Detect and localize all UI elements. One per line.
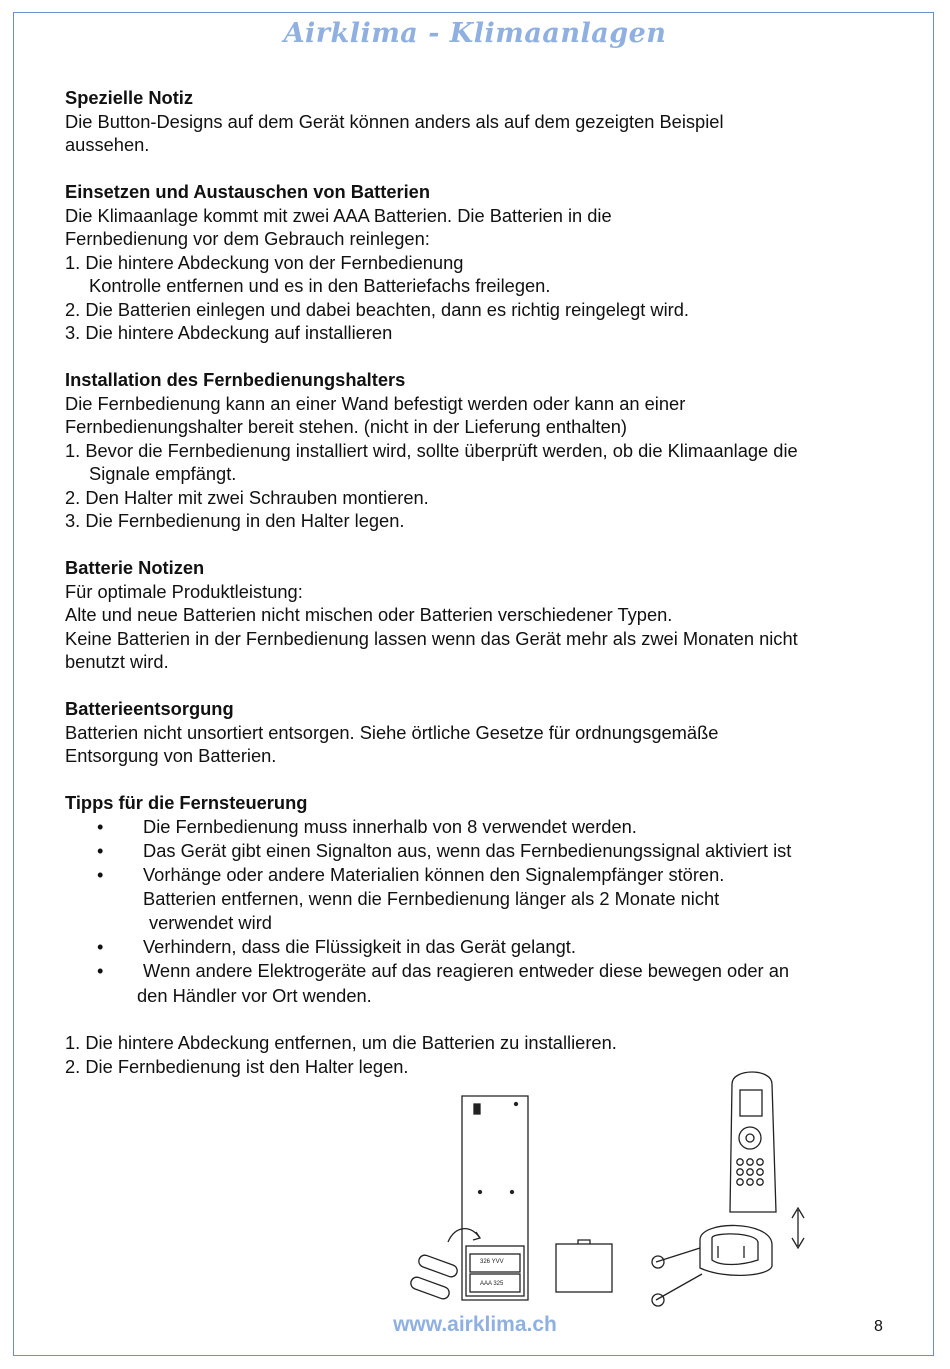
text-line: 2. Die Batterien einlegen und dabei beachten, dann es richtig reingelegt wird. <box>65 298 690 320</box>
text-line: Die Fernbedienung kann an einer Wand befestigt werden oder kann an einer <box>65 392 686 414</box>
list-item: • Die Fernbedienung muss innerhalb von 8 verwendet werden. <box>65 815 895 839</box>
remote-keypad-icon <box>737 1159 763 1185</box>
text-line: benutzt wird. <box>65 651 169 672</box>
text-line: 1. Die hintere Abdeckung von der Fernbedienung <box>65 251 464 273</box>
remote-installation-illustration <box>400 1060 820 1310</box>
bullet-icon: • <box>97 863 104 885</box>
text-line: Fernbedienungshalter bereit stehen. (nicht in der Lieferung enthalten) <box>65 416 628 437</box>
tips-list-continued <box>65 935 895 983</box>
screw-icon <box>656 1248 700 1262</box>
bullet-icon: • <box>97 936 104 958</box>
remote-display-icon <box>740 1090 762 1116</box>
page-header-title: Airklima - Klimaanlagen <box>283 18 667 49</box>
list-item: • Wenn andere Elektrogeräte auf das reagieren entweder diese bewegen oder an <box>65 959 895 983</box>
text-line: 1. Bevor die Fernbedienung installiert wird, sollte überprüft werden, ob die Klimaanlage die <box>65 439 798 461</box>
text-line: Alte und neue Batterien nicht mischen oder Batterien verschiedener Typen. <box>65 604 673 625</box>
heading-tipps: Tipps für die Fernsteuerung <box>65 792 308 813</box>
text-line: Fernbedienung vor dem Gebrauch reinlegen: <box>65 228 430 249</box>
bullet-icon: • <box>97 839 104 861</box>
bullet-icon: • <box>97 815 104 837</box>
text-line: Die Klimaanlage kommt mit zwei AAA Batterien. Die Batterien in die <box>65 204 612 226</box>
text-line: 2. Die Fernbedienung ist den Halter legen. <box>65 1055 409 1077</box>
tips-list <box>65 815 895 888</box>
text-line: Keine Batterien in der Fernbedienung lassen wenn das Gerät mehr als zwei Monaten nicht <box>65 627 798 649</box>
text-line: 3. Die hintere Abdeckung auf installieren <box>65 322 393 343</box>
text-line: aussehen. <box>65 134 150 155</box>
battery-label: 326 YVV <box>480 1259 504 1265</box>
text-line: Batterien entfernen, wenn die Fernbedienung länger als 2 Monate nicht <box>143 888 720 910</box>
text-line: 3. Die Fernbedienung in den Halter legen. <box>65 510 405 531</box>
heading-notiz: Spezielle Notiz <box>65 87 193 108</box>
footer-url: www.airklima.ch <box>393 1313 557 1336</box>
bullet-icon: • <box>97 960 104 982</box>
heading-batterie-notizen: Batterie Notizen <box>65 557 205 578</box>
text-line: 1. Die hintere Abdeckung entfernen, um die Batterien zu installieren. <box>65 1032 617 1054</box>
heading-entsorgung: Batterieentsorgung <box>65 698 234 719</box>
text-line: 2. Den Halter mit zwei Schrauben montieren. <box>65 486 429 508</box>
list-item: • Das Gerät gibt einen Signalton aus, wenn das Fernbedienungssignal aktiviert ist <box>65 839 895 863</box>
heading-batterien: Einsetzen und Austauschen von Batterien <box>65 181 431 202</box>
text-line: Batterien nicht unsortiert entsorgen. Siehe örtliche Gesetze für ordnungsgemäße <box>65 721 719 743</box>
remote-logo-icon <box>474 1104 480 1114</box>
page-number: 8 <box>874 1318 883 1335</box>
list-item: • Vorhänge oder andere Materialien können den Signalempfänger stören. <box>65 863 895 887</box>
text-line: verwendet wird <box>149 912 272 934</box>
text-line: Für optimale Produktleistung: <box>65 580 303 602</box>
document-body <box>65 86 895 1078</box>
remote-dial-icon <box>739 1127 761 1149</box>
text-line: Signale empfängt. <box>89 463 237 484</box>
remote-holder-icon <box>700 1225 772 1275</box>
text-line: Entsorgung von Batterien. <box>65 745 277 766</box>
loose-battery-icon <box>417 1254 459 1279</box>
heading-halter: Installation des Fernbedienungshalters <box>65 369 406 390</box>
up-down-arrow-icon <box>792 1208 804 1248</box>
loose-battery-icon <box>409 1276 451 1301</box>
text-line: Die Button-Designs auf dem Gerät können anders als auf dem gezeigten Beispiel <box>65 110 724 132</box>
remote-front-icon <box>730 1072 776 1212</box>
battery-cover-icon <box>556 1244 612 1292</box>
text-line: den Händler vor Ort wenden. <box>137 984 372 1006</box>
list-item: • Verhindern, dass die Flüssigkeit in das Gerät gelangt. <box>65 935 895 959</box>
remote-back-icon <box>462 1096 528 1300</box>
battery-label: AAA 325 <box>480 1281 504 1287</box>
remote-diagram-svg <box>400 1060 820 1310</box>
text-line: Kontrolle entfernen und es in den Batteriefachs freilegen. <box>89 275 551 296</box>
